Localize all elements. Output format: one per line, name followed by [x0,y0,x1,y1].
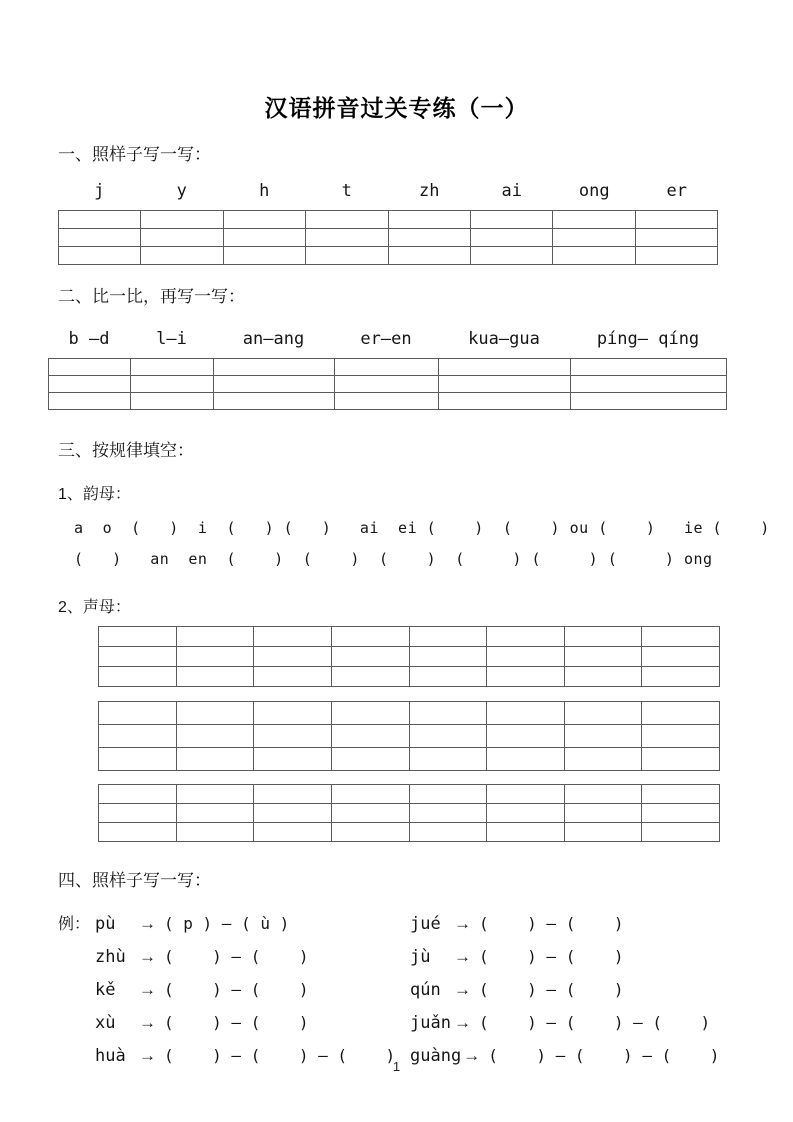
empty-practice-cell [564,748,642,771]
syllable-word: xù [95,1013,116,1033]
section-2-practice-table [48,358,727,410]
empty-practice-cell [439,376,571,393]
empty-practice-cell [564,725,642,748]
empty-practice-cell [409,823,487,842]
empty-practice-cell [409,702,487,725]
empty-practice-cell [99,667,177,687]
empty-practice-cell [49,376,131,393]
empty-practice-cell [564,667,642,687]
empty-practice-cell [254,823,332,842]
syllable-word: jù [410,947,431,967]
vowels-fill-line-1: a o ( ) i ( ) ( ) ai ei ( ) ( ) ou ( ) ie ( ) [74,519,770,537]
empty-practice-cell [470,247,552,265]
empty-practice-cell [409,725,487,748]
empty-practice-cell [642,804,720,823]
pinyin-pair: b —d [68,329,110,349]
pinyin-pair: an—ang [242,329,305,349]
vowels-label: 1、韵母： [58,486,131,503]
right-arrow-icon: → [139,947,156,966]
empty-practice-cell [642,627,720,647]
empty-practice-cell [409,627,487,647]
empty-practice-cell [99,748,177,771]
initials-practice-table-1 [98,626,720,687]
empty-practice-cell [176,804,254,823]
empty-practice-cell [49,359,131,376]
empty-practice-cell [59,229,141,247]
empty-practice-cell [331,725,409,748]
empty-practice-cell [635,247,717,265]
answer-blanks: ( ) — ( ) [164,947,309,966]
empty-practice-cell [99,702,177,725]
empty-practice-cell [487,804,565,823]
right-arrow-icon: → [463,1046,481,1065]
empty-practice-cell [141,211,223,229]
empty-practice-cell [564,823,642,842]
decompose-row [58,1013,793,1033]
empty-practice-cell [487,702,565,725]
empty-practice-cell [487,647,565,667]
empty-practice-cell [635,229,717,247]
empty-practice-cell [99,785,177,804]
empty-practice-cell [331,627,409,647]
pinyin-pair: l—i [156,329,187,349]
empty-practice-cell [176,627,254,647]
empty-practice-cell [254,627,332,647]
empty-practice-cell [131,359,214,376]
right-arrow-icon: → [454,914,471,933]
empty-practice-cell [99,804,177,823]
empty-practice-cell [470,211,552,229]
answer-blanks: ( ) — ( ) — ( ) [164,1046,396,1065]
empty-practice-cell [487,627,565,647]
empty-practice-cell [335,376,439,393]
pinyin-letter: h [259,181,270,201]
empty-practice-cell [331,667,409,687]
section-2-compare-pairs [48,329,726,349]
empty-practice-cell [470,229,552,247]
empty-practice-cell [642,702,720,725]
pinyin-letter: t [341,181,352,201]
page-title: 汉语拼音过关专练（一） [264,95,529,121]
empty-practice-cell [254,748,332,771]
empty-practice-cell [176,785,254,804]
empty-practice-cell [439,359,571,376]
pinyin-pair: kua—gua [468,329,540,349]
syllable-word: guàng [410,1046,462,1066]
empty-practice-cell [254,725,332,748]
answer-blanks: ( p ) — ( ù ) [164,914,290,933]
decompose-row [58,911,793,934]
answer-blanks: ( ) — ( ) [479,980,624,999]
section-1-practice-table [58,210,718,265]
empty-practice-cell [214,376,335,393]
empty-practice-cell [176,748,254,771]
empty-practice-cell [99,647,177,667]
right-arrow-icon: → [139,914,156,933]
right-arrow-icon: → [454,947,471,966]
empty-practice-cell [141,229,223,247]
empty-practice-cell [223,247,305,265]
empty-practice-cell [223,211,305,229]
syllable-word: jué [410,914,441,934]
empty-practice-cell [99,823,177,842]
empty-practice-cell [487,823,565,842]
answer-blanks: ( ) — ( ) [479,914,624,933]
pinyin-letter: ong [578,181,610,201]
empty-practice-cell [553,247,635,265]
empty-practice-cell [409,647,487,667]
empty-practice-cell [49,393,131,410]
empty-practice-cell [388,229,470,247]
pinyin-pair: er—en [360,329,412,349]
empty-practice-cell [214,393,335,410]
right-arrow-icon: → [139,980,156,999]
empty-practice-cell [409,667,487,687]
empty-practice-cell [254,702,332,725]
empty-practice-cell [564,804,642,823]
syllable-word: huà [95,1046,126,1066]
empty-practice-cell [564,702,642,725]
section-2-heading: 二、比一比，再写一写： [58,287,245,306]
empty-practice-cell [335,359,439,376]
empty-practice-cell [642,725,720,748]
empty-practice-cell [306,229,388,247]
empty-practice-cell [176,725,254,748]
empty-practice-cell [331,748,409,771]
empty-practice-cell [335,393,439,410]
empty-practice-cell [331,647,409,667]
section-1-heading: 一、照样子写一写： [58,145,211,164]
empty-practice-cell [254,785,332,804]
answer-blanks: ( ) — ( ) [164,980,309,999]
syllable-word: qún [410,980,441,1000]
empty-practice-cell [564,647,642,667]
empty-practice-cell [331,823,409,842]
pinyin-letter: j [94,181,105,201]
empty-practice-cell [176,702,254,725]
empty-practice-cell [439,393,571,410]
initials-practice-table-2 [98,701,720,771]
empty-practice-cell [99,725,177,748]
pinyin-letter: y [176,181,187,201]
syllable-word: juǎn [410,1013,451,1033]
empty-practice-cell [306,247,388,265]
pinyin-letter: er [666,181,687,201]
initials-label: 2、声母： [58,599,131,616]
empty-practice-cell [176,667,254,687]
right-arrow-icon: → [139,1013,156,1032]
empty-practice-cell [409,804,487,823]
empty-practice-cell [254,647,332,667]
empty-practice-cell [99,627,177,647]
empty-practice-cell [141,247,223,265]
empty-practice-cell [642,748,720,771]
initials-practice-table-3 [98,784,720,842]
empty-practice-cell [388,247,470,265]
pinyin-letter: zh [419,181,440,201]
empty-practice-cell [254,667,332,687]
empty-practice-cell [553,211,635,229]
empty-practice-cell [331,804,409,823]
empty-practice-cell [487,748,565,771]
page-number: 1 [392,1059,401,1074]
empty-practice-cell [176,823,254,842]
pinyin-letter: ai [501,181,522,201]
empty-practice-cell [331,702,409,725]
vowels-fill-line-2: ( ) an en ( ) ( ) ( ) ( ) ( ) ( ) ong [74,550,713,568]
answer-blanks: ( ) — ( ) [479,947,624,966]
empty-practice-cell [131,376,214,393]
empty-practice-cell [214,359,335,376]
empty-practice-cell [409,785,487,804]
answer-blanks: ( ) — ( ) [164,1013,309,1032]
empty-practice-cell [59,211,141,229]
syllable-word: pù [95,914,116,934]
empty-practice-cell [564,785,642,804]
empty-practice-cell [642,823,720,842]
empty-practice-cell [642,785,720,804]
empty-practice-cell [642,667,720,687]
empty-practice-cell [331,785,409,804]
answer-blanks: ( ) — ( ) — ( ) [479,1013,711,1032]
example-label: 例： [58,916,91,933]
empty-practice-cell [176,647,254,667]
decompose-row [58,947,793,967]
empty-practice-cell [223,229,305,247]
pinyin-pair: píng— qíng [596,329,700,349]
empty-practice-cell [571,359,727,376]
empty-practice-cell [487,725,565,748]
empty-practice-cell [254,804,332,823]
empty-practice-cell [571,376,727,393]
section-1-example-letters [58,181,718,201]
empty-practice-cell [306,211,388,229]
syllable-word: kě [95,980,116,1000]
empty-practice-cell [409,748,487,771]
right-arrow-icon: → [454,980,471,999]
empty-practice-cell [131,393,214,410]
syllable-word: zhù [95,947,126,967]
section-4-heading: 四、照样子写一写： [58,871,211,890]
section-3-heading: 三、按规律填空： [58,441,194,460]
right-arrow-icon: → [454,1013,471,1032]
right-arrow-icon: → [139,1046,156,1065]
empty-practice-cell [487,667,565,687]
empty-practice-cell [635,211,717,229]
empty-practice-cell [642,647,720,667]
answer-blanks: ( ) — ( ) — ( ) [488,1046,720,1065]
empty-practice-cell [388,211,470,229]
section-4-exercises [58,911,793,1066]
empty-practice-cell [487,785,565,804]
empty-practice-cell [564,627,642,647]
decompose-row [58,980,793,1000]
empty-practice-cell [571,393,727,410]
empty-practice-cell [553,229,635,247]
empty-practice-cell [59,247,141,265]
